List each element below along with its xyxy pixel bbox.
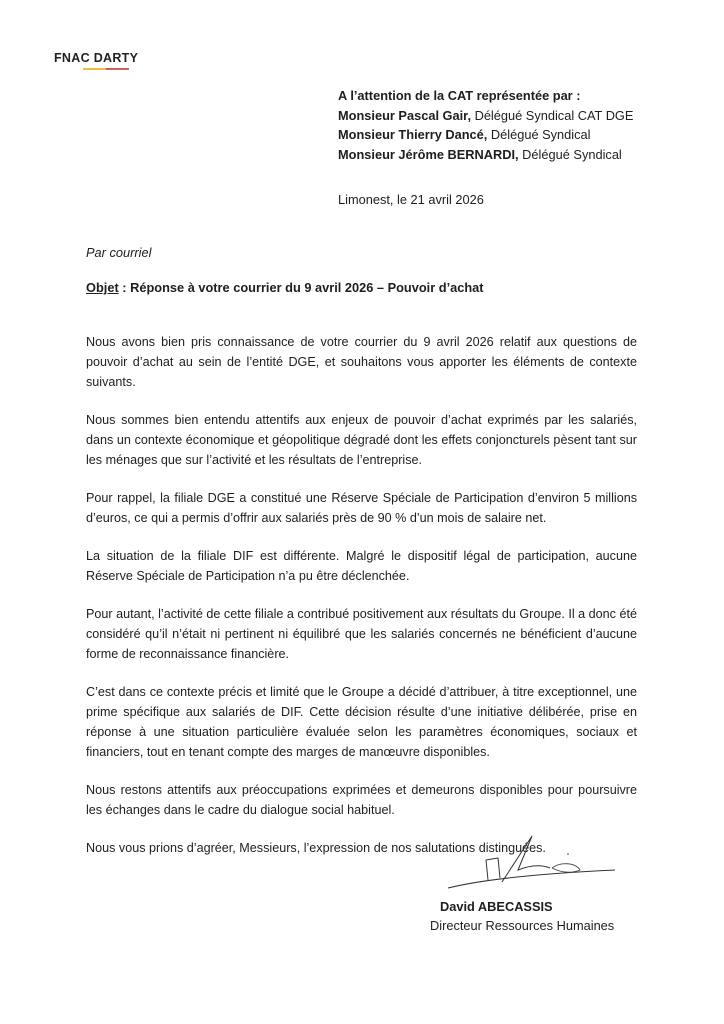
closing-paragraph: Nous vous prions d’agréer, Messieurs, l’expression de nos salutations distinguées. — [86, 841, 546, 855]
signer-title: Directeur Ressources Humaines — [430, 918, 615, 933]
place-date: Limonest, le 21 avril 2026 — [338, 192, 484, 207]
delivery-mode: Par courriel — [86, 245, 152, 260]
body-paragraph: C’est dans ce contexte précis et limité que le Groupe a décidé d’attribuer, à titre exceptionnel, une prime spécifique aux salariés de DIF. Cette décision résulte d’une initiative délibérée, prise en réponse à une situation particulière évaluée selon les paramètres économiques, sociaux et financiers, tout en tenant compte des marges de manœuvre disponibles. — [86, 685, 637, 759]
body-paragraph: Nous sommes bien entendu attentifs aux enjeux de pouvoir d’achat exprimés par les salariés, dans un contexte économique et géopolitique dégradé dont les effets conjoncturels pèsent tant sur les ménages que sur l’activité et les résultats de l’entreprise. — [86, 413, 637, 467]
body-paragraph: Pour rappel, la filiale DGE a constitué une Réserve Spéciale de Participation d’environ 5 millions d’euros, ce qui a permis d’offrir aux salariés près de 90 % d’un mois de salaire net. — [86, 491, 637, 525]
company-logo — [54, 51, 138, 70]
recipient-line: Monsieur Jérôme BERNARDI, Délégué Syndical — [338, 146, 622, 162]
logo-text: FNAC DARTY — [54, 51, 139, 65]
subject-line — [86, 280, 484, 295]
body-paragraph: Nous restons attentifs aux préoccupations exprimées et demeurons disponibles pour poursuivre les échanges dans le cadre du dialogue social habituel. — [86, 783, 637, 817]
handwritten-signature — [440, 830, 620, 900]
letter-body — [86, 332, 637, 876]
recipient-line: Monsieur Pascal Gair, Délégué Syndical CAT DGE — [338, 107, 634, 123]
body-paragraph: Nous avons bien pris connaissance de votre courrier du 9 avril 2026 relatif aux questions de pouvoir d’achat au sein de l’entité DGE, et souhaitons vous apporter les éléments de contexte suivants. — [86, 335, 637, 389]
signer-name: David ABECASSIS — [440, 899, 553, 914]
logo-underline — [83, 68, 129, 70]
subject-text: : Réponse à votre courrier du 9 avril 2026 – Pouvoir d’achat — [118, 280, 484, 295]
body-paragraph: La situation de la filiale DIF est différente. Malgré le dispositif légal de participation, aucune Réserve Spéciale de Participation n’a pu être déclenchée. — [86, 549, 637, 583]
body-paragraph: Pour autant, l’activité de cette filiale a contribué positivement aux résultats du Groupe. Il a donc été considéré qu’il n’était ni pertinent ni équilibré que les salariés concernés ne bénéficient d’aucune forme de reconnaissance financière. — [86, 607, 637, 661]
recipient-line: Monsieur Thierry Dancé, Délégué Syndical — [338, 127, 591, 142]
recipients-block — [338, 86, 633, 164]
recipients-intro: A l’attention de la CAT représentée par : — [338, 88, 581, 103]
subject-label: Objet — [86, 280, 119, 295]
